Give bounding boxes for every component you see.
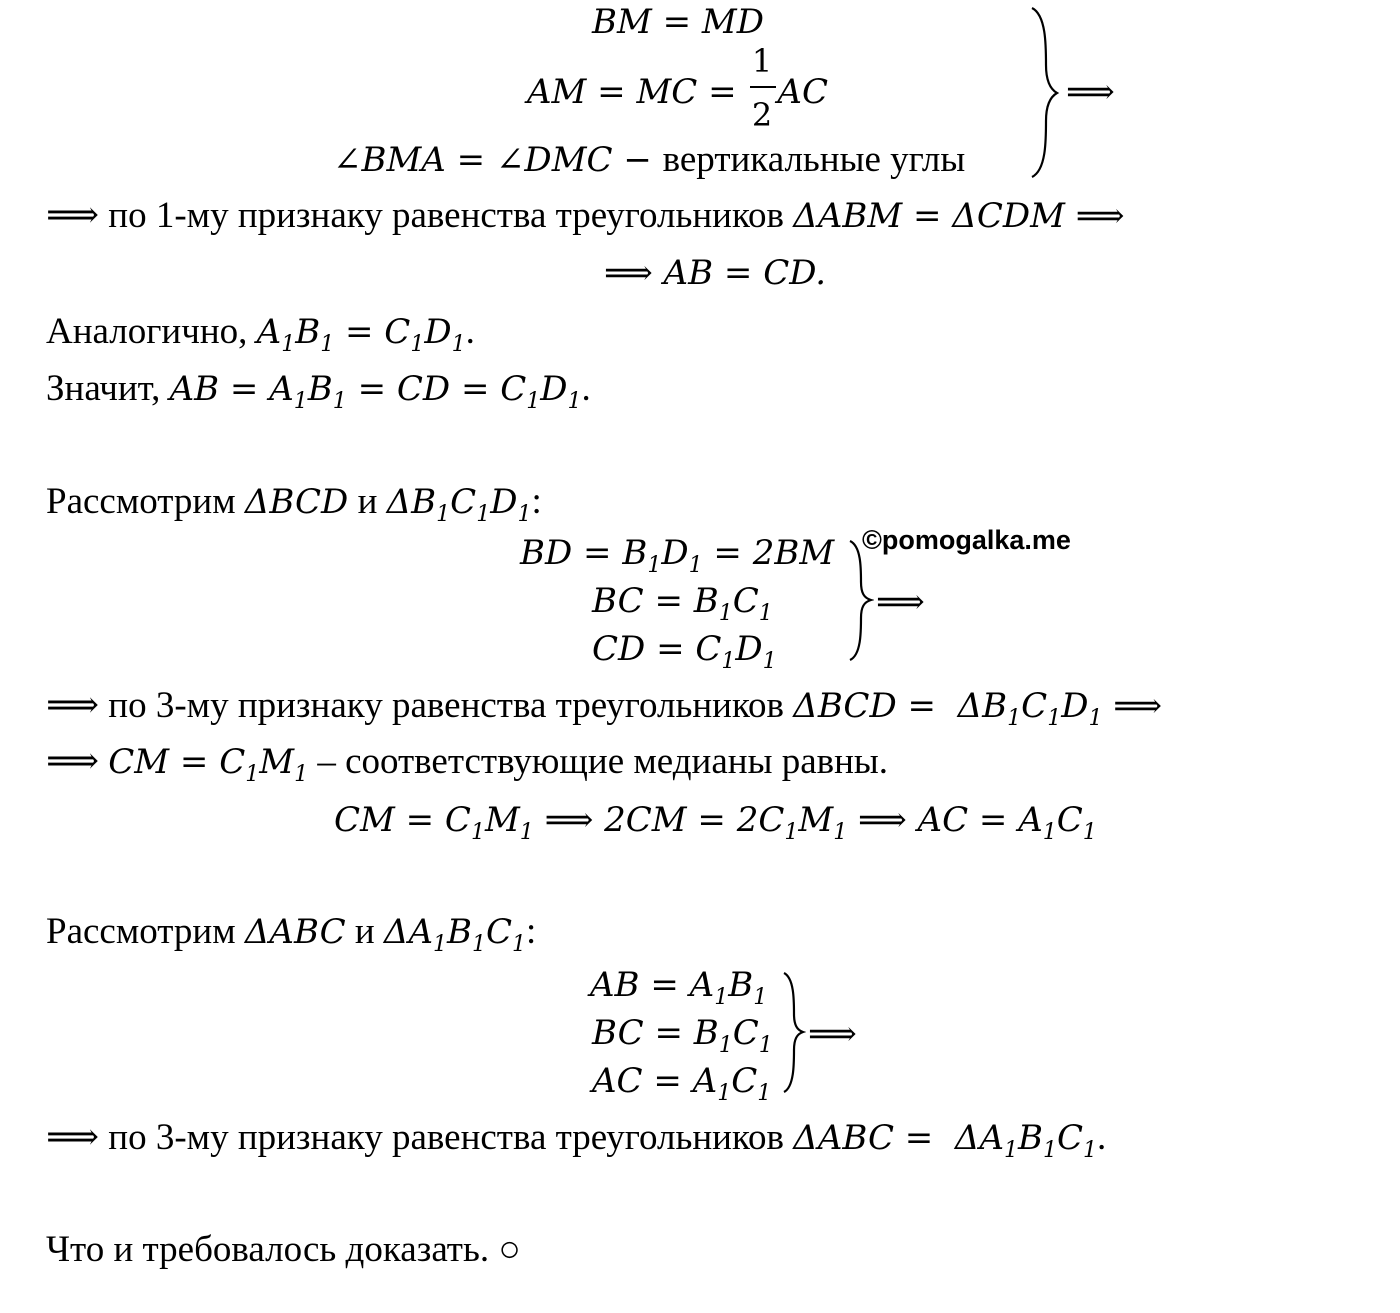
- line-third-criterion-bcd: ⟹ по 3-му признаку равенства треугольников $\Delta BCD = \Delta B_1C_1D_1$ ⟹: [46, 685, 1163, 731]
- eq-bd-b1d1: BD = $B_1D_1 = 2BM$: [520, 533, 835, 578]
- eq-cd-c1d1: CD = $C_1D_1$: [592, 629, 777, 674]
- eq-bm-md: BM = MD: [592, 2, 764, 42]
- implies-arrow-2: ⟹: [876, 582, 925, 622]
- eq-cm-chain: CM = $C_1M_1$ ⟹ $2CM = 2C_1M_1$ ⟹ AC = $A_1C_1$: [334, 800, 1097, 845]
- eq-vertical-angles: ∠BMA = ∠DMC − вертикальные углы: [333, 139, 966, 180]
- fraction-denominator: 2: [751, 96, 773, 134]
- right-brace-3: [782, 970, 806, 1095]
- line-third-criterion-abc: ⟹ по 3-му признаку равенства треугольников $\Delta ABC = \Delta A_1B_1C_1$.: [46, 1117, 1107, 1163]
- eq-bc-b1c1-2: BC = $B_1C_1$: [592, 1013, 773, 1058]
- right-brace-2: [848, 538, 874, 663]
- fraction-bar: [750, 86, 776, 88]
- eq-am-mc: AM = MC = AC: [527, 72, 828, 112]
- line-consider-abc: Рассмотрим ΔABC и $\Delta A_1B_1C_1$:: [46, 911, 537, 957]
- line-medians-equal: ⟹ CM = $C_1M_1$ – соответствующие медианы равны.: [46, 741, 888, 787]
- implies-arrow-3: ⟹: [808, 1014, 857, 1054]
- fraction-numerator: 1: [751, 42, 773, 80]
- line-consider-bcd: Рассмотрим ΔBCD и $\Delta B_1C_1D_1$:: [46, 481, 542, 527]
- watermark: ©pomogalka.me: [862, 525, 1071, 555]
- eq-bc-b1c1: BC = $B_1C_1$: [592, 581, 773, 626]
- conclusion: Что и требовалось доказать. ○: [46, 1229, 521, 1270]
- line-first-criterion: ⟹ по 1-му признаку равенства треугольников ΔABM = ΔCDM ⟹: [46, 195, 1125, 236]
- implies-arrow-1: ⟹: [1066, 72, 1115, 112]
- eq-ab-a1b1: AB = $A_1B_1$: [590, 965, 768, 1010]
- line-analogously: Аналогично, $A_1B_1 = C_1D_1$.: [46, 311, 475, 357]
- eq-ac-a1c1: AC = $A_1C_1$: [592, 1061, 772, 1106]
- right-brace-1: [1030, 5, 1060, 180]
- line-therefore: Значит, AB = $A_1B_1$ = CD = $C_1D_1$.: [46, 368, 591, 414]
- eq-ab-cd: ⟹ AB = CD.: [604, 253, 827, 293]
